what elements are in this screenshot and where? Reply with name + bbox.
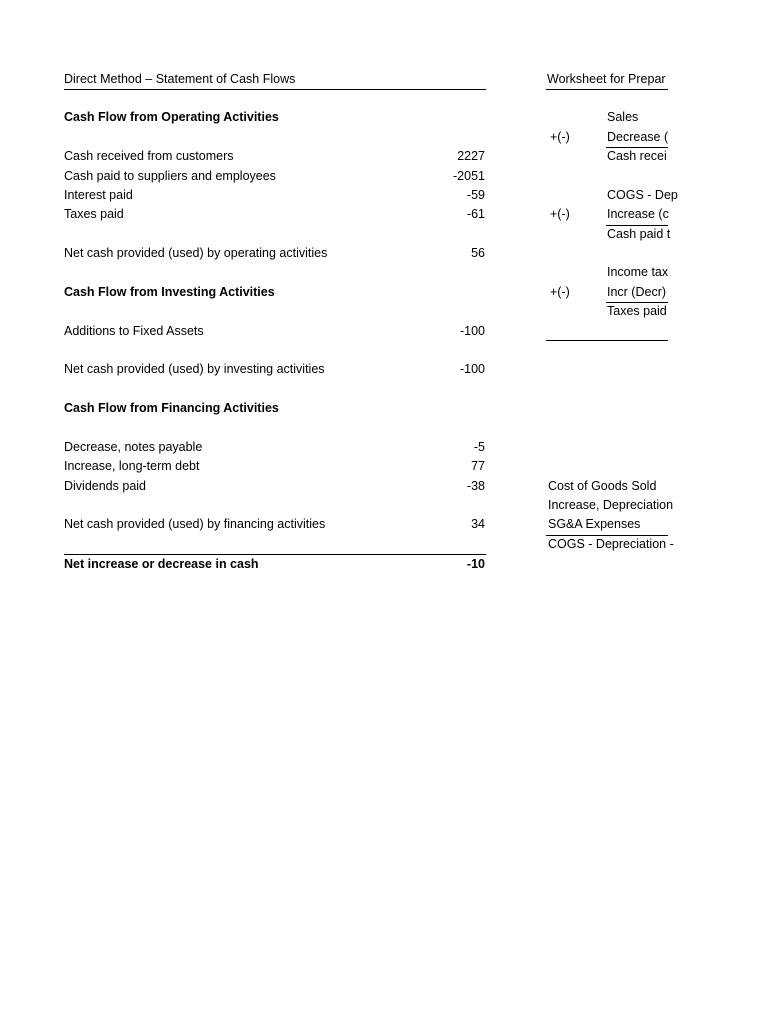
ws-line: Cash recei xyxy=(607,149,667,163)
operating-header: Cash Flow from Operating Activities xyxy=(64,110,279,124)
row-label: Dividends paid xyxy=(64,479,146,493)
row-label: Interest paid xyxy=(64,188,133,202)
cogs-line: COGS - Depreciation - xyxy=(548,537,674,551)
cogs-line: Cost of Goods Sold xyxy=(548,479,657,493)
row-value: -38 xyxy=(466,479,485,493)
row-label: Decrease, notes payable xyxy=(64,440,203,454)
row-label: Taxes paid xyxy=(64,207,124,221)
ws-line: Decrease ( xyxy=(607,130,669,144)
row-label: Cash paid to suppliers and employees xyxy=(64,169,276,183)
ws-sign: +(-) xyxy=(550,285,570,299)
cogs-line: SG&A Expenses xyxy=(548,517,641,531)
row-value: -59 xyxy=(466,188,485,202)
financing-net-label: Net cash provided (used) by financing activities xyxy=(64,517,326,531)
ws-sign: +(-) xyxy=(550,207,570,221)
row-label: Increase, long-term debt xyxy=(64,459,200,473)
ws-rule xyxy=(546,340,668,341)
statement-title: Direct Method – Statement of Cash Flows xyxy=(64,72,296,86)
row-value: 77 xyxy=(471,459,485,473)
financing-header: Cash Flow from Financing Activities xyxy=(64,401,279,415)
row-label: Cash received from customers xyxy=(64,149,234,163)
row-value: 2227 xyxy=(457,149,485,163)
worksheet-title-underline xyxy=(546,89,668,90)
ws-line: COGS - Dep xyxy=(607,188,678,202)
investing-header: Cash Flow from Investing Activities xyxy=(64,285,275,299)
financing-net-value: 34 xyxy=(471,517,485,531)
row-value: -61 xyxy=(466,207,485,221)
ws-line: Increase (c xyxy=(607,207,669,221)
row-value: -5 xyxy=(473,440,485,454)
ws-line: Incr (Decr) xyxy=(607,285,667,299)
investing-net-label: Net cash provided (used) by investing activities xyxy=(64,362,325,376)
ws-line: Income tax xyxy=(607,265,669,279)
ws-line: Cash paid t xyxy=(607,227,671,241)
operating-net-label: Net cash provided (used) by operating activities xyxy=(64,246,328,260)
total-value: -10 xyxy=(466,557,485,571)
row-value: -100 xyxy=(459,324,485,338)
operating-net-value: 56 xyxy=(471,246,485,260)
investing-net-value: -100 xyxy=(459,362,485,376)
ws-line: Sales xyxy=(607,110,639,124)
ws-line: Taxes paid xyxy=(607,304,667,318)
ws-sign: +(-) xyxy=(550,130,570,144)
total-label: Net increase or decrease in cash xyxy=(64,557,259,571)
cogs-line: Increase, Depreciation xyxy=(548,498,674,512)
row-value: -2051 xyxy=(453,169,485,183)
row-label: Additions to Fixed Assets xyxy=(64,324,204,338)
worksheet-title: Worksheet for Prepar xyxy=(547,72,666,86)
